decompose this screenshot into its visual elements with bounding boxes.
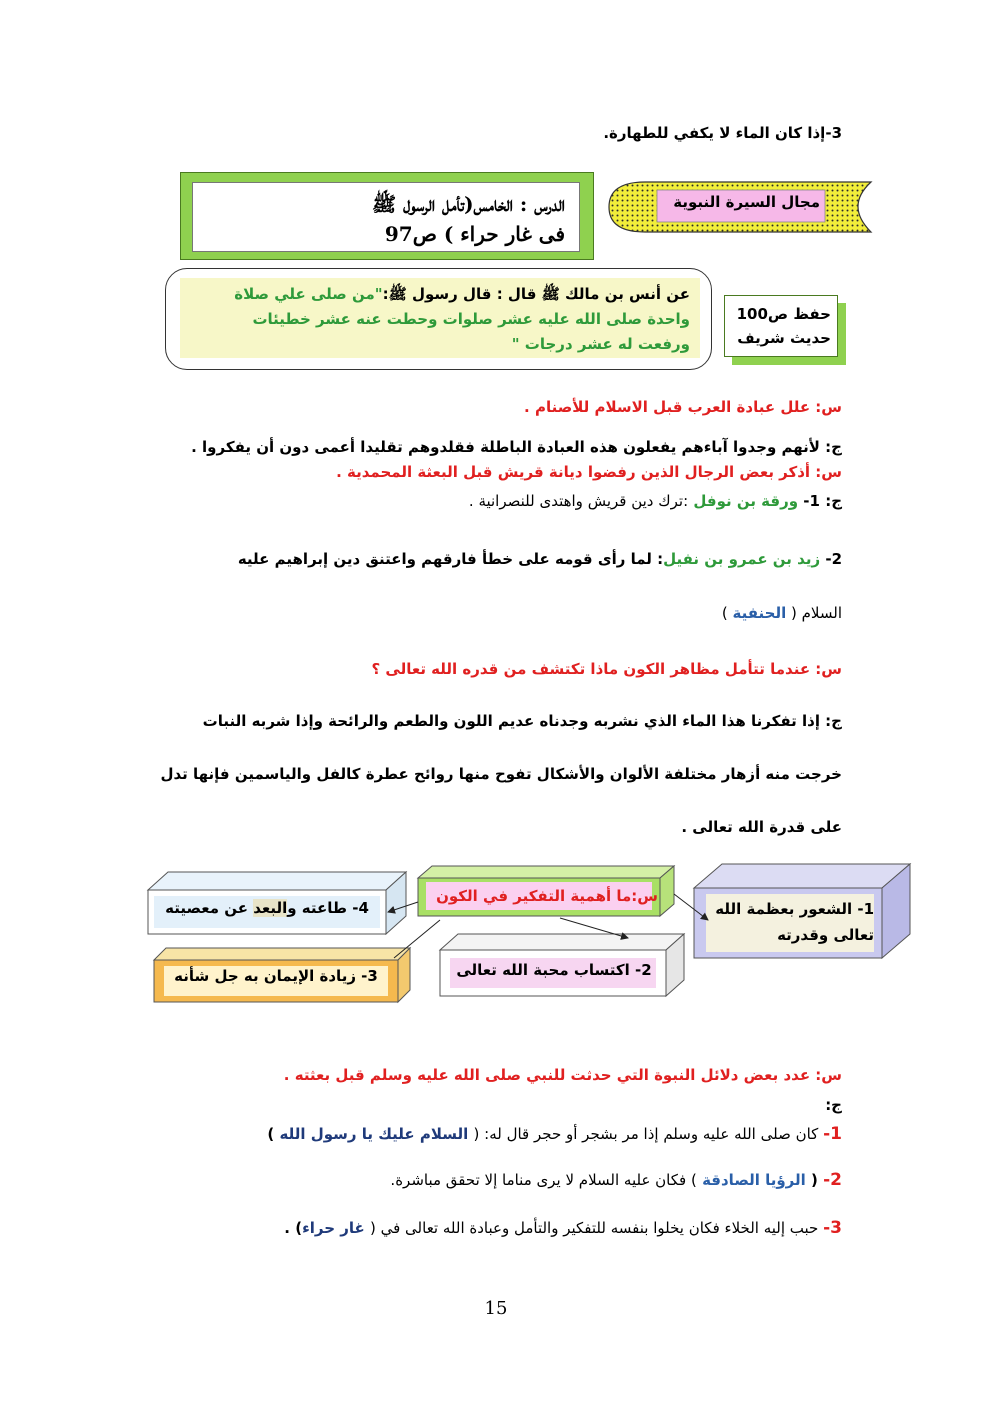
answer-3-name: زيد بن عمرو بن نفيل (663, 550, 821, 568)
signs-item-3 (284, 1218, 842, 1238)
signs-item-3-text: حبب إليه الخلاء فكان يخلوا بنفسه للتفكير والتأمل وعبادة الله تعالى في ( (369, 1219, 824, 1237)
answer-3-line2-prefix: السلام ( (791, 604, 842, 622)
signs-item-1 (267, 1124, 842, 1144)
answer-2 (469, 492, 842, 510)
answer-3-line2 (722, 604, 842, 622)
answer-4-line1: ج: إذا تفكرنا هذا الماء الذي نشربه وجدناه عديم اللون والطعم والرائحة وإذا شربه النبات (202, 712, 842, 730)
diagram-box-4 (154, 899, 380, 917)
answer-3-rest: : لما رأى قومه على خطأ فارقهم واعتنق دين إبراهيم عليه (237, 550, 664, 568)
signs-item-2-text: ) فكان عليه السلام لا يرى مناما إلا تحقق مباشرة. (390, 1171, 697, 1189)
signs-item-1-end: ) (267, 1125, 275, 1143)
answer-3 (238, 550, 842, 568)
diagram-box-3: 3- زيادة الإيمان به جل شأنه (174, 967, 378, 985)
signs-question: س: عدد بعض دلائل النبوة التي حدثت للنبي صلى الله عليه وسلم قبل بعثته . (283, 1066, 842, 1084)
memorize-box (724, 295, 838, 357)
diagram-box-1-line2: تعالى وقدرته (777, 926, 874, 944)
diagram-box-2: 2- اكتساب محبة الله تعالى (456, 961, 652, 979)
answer-2-name: ورقة بن نوفل (693, 492, 799, 510)
signs-answer-label: ج: (825, 1096, 842, 1114)
signs-item-1-quote: السلام عليك يا رسول الله (274, 1125, 474, 1143)
diagram-box-1 (706, 896, 874, 948)
hadith-text-2: واحدة صلى الله عليه عشر صلوات وحطت عنه عشر خطيئات (252, 310, 690, 328)
field-banner-label: مجال السيرة النبوية (673, 193, 820, 211)
hadith-text-1: "من صلى علي صلاة (234, 285, 383, 303)
answer-2-prefix: ج: 1- (803, 492, 842, 510)
hadith-text-3: ورفعت له عشر درجات " (511, 335, 690, 353)
signs-item-3-end: ) . (284, 1219, 303, 1237)
memorize-line2: حديث شريف (737, 329, 831, 347)
signs-item-2-open: ( (811, 1171, 824, 1189)
lesson-title-line1: الدرس : الخامس(تأمل الرسول ﷺ (372, 192, 565, 216)
diagram-box-4-c: عن معصيته (165, 899, 254, 917)
lesson-title (192, 182, 580, 252)
question-3: س: عندما تتأمل مظاهر الكون ماذا تكتشف من قدره الله تعالى ؟ (371, 660, 842, 678)
answer-3-line2-word: الحنفية (732, 604, 787, 622)
answer-4-line2: خرجت منه أزهار مختلفة الألوان والأشكال تفوح منها روائح عطرة كالفل والياسمين فإنها تدل (160, 765, 842, 783)
signs-item-2-quote: الرؤيا الصادقة (696, 1171, 812, 1189)
answer-1: ج: لأنهم وجدوا آباءهم يفعلون هذه العبادة الباطلة فقلدوهم تقليدا أعمى دون أن يفكروا . (191, 438, 842, 456)
page-number: 15 (484, 1298, 508, 1319)
diagram-center-label: س:ما أهمية التفكير في الكون (436, 887, 658, 905)
signs-item-1-num: 1- (823, 1124, 842, 1144)
question-2: س: أذكر بعض الرجال الذين رفضوا ديانة قريش قبل البعثة المحمدية . (336, 463, 842, 481)
hadith-intro: عن أنس بن مالك ﷺ قال : قال رسول ﷺ: (382, 285, 690, 303)
signs-item-2 (390, 1170, 842, 1190)
signs-item-3-quote: غار حراء (302, 1219, 370, 1237)
answer-3-line2-suffix: ) (721, 604, 728, 622)
answer-3-prefix: 2- (825, 550, 842, 568)
diagram-box-1-line1: 1- الشعور بعظمة الله (715, 900, 874, 918)
hadith-text (180, 278, 700, 358)
signs-item-2-num: 2- (823, 1170, 842, 1190)
question-1: س: علل عبادة العرب قبل الاسلام للأصنام . (524, 398, 842, 416)
signs-item-1-text: كان صلى الله عليه وسلم إذا مر بشجر أو حجر قال له: ( (473, 1125, 824, 1143)
answer-4-line3: على قدرة الله تعالى . (681, 818, 842, 836)
lesson-title-line2: فى غار حراء ) ص97 (384, 222, 565, 246)
signs-item-3-num: 3- (823, 1218, 842, 1238)
diagram-box-4-b: البعد (253, 899, 288, 917)
memorize-line1: حفظ ص100 (736, 305, 831, 323)
answer-2-rest: :ترك دين قريش واهتدى للنصرانية . (468, 492, 689, 510)
diagram-box-4-a: 4- طاعته و (287, 899, 369, 917)
top-note: 3-إذا كان الماء لا يكفي للطهارة. (603, 124, 842, 142)
